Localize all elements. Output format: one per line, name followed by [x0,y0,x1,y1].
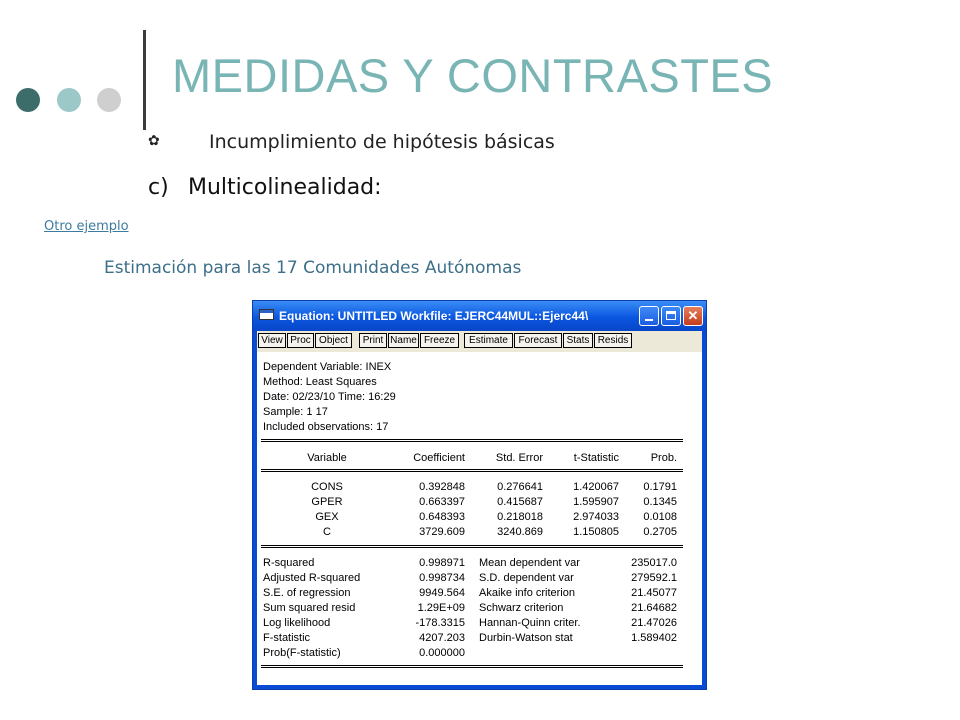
stat-value: 21.64682 [631,602,677,614]
name-button[interactable]: Name [388,333,419,348]
table-rule [261,667,683,668]
stat-label: Mean dependent var [479,557,580,569]
coef-prob: 0.1345 [643,496,677,508]
stat-label: Hannan-Quinn criter. [479,617,581,629]
window-titlebar[interactable] [253,301,706,331]
stat-value: 21.47026 [631,617,677,629]
stat-value: 1.29E+09 [417,602,465,614]
stat-label: R-squared [263,557,315,569]
object-button[interactable]: Object [315,333,352,348]
coef-prob: 0.0108 [643,511,677,523]
table-rule [261,469,683,470]
coef-tstat: 2.974033 [573,511,619,523]
equation-window [252,300,707,690]
sub-heading [148,175,382,200]
coef-value: 0.392848 [419,481,465,493]
stat-value: 4207.203 [419,632,465,644]
stat-value: 0.998734 [419,572,465,584]
view-button[interactable]: View [258,333,286,348]
coef-stderr: 0.415687 [497,496,543,508]
slide-title: MEDIDAS Y CONTRASTES [172,49,774,102]
freeze-button[interactable]: Freeze [420,333,459,348]
stat-label: Akaike info criterion [479,587,575,599]
sub-heading-text: Multicolinealidad: [188,175,382,200]
stat-label: S.E. of regression [263,587,351,599]
column-header: Coefficient [413,452,465,464]
title-divider [143,30,146,130]
coef-stderr: 3240.869 [497,526,543,538]
estimate-button[interactable]: Estimate [464,333,513,348]
coef-tstat: 1.420067 [573,481,619,493]
stat-label: Schwarz criterion [479,602,564,614]
stat-label: Durbin-Watson stat [479,632,573,644]
coef-variable: C [323,526,331,538]
coef-variable: CONS [311,481,343,493]
table-rule [261,471,683,472]
stat-value: 0.998971 [419,557,465,569]
header-line: Included observations: 17 [263,421,389,433]
decor-dot-gray [97,88,121,112]
header-line: Method: Least Squares [263,376,377,388]
print-button[interactable]: Print [359,333,387,348]
column-header: Prob. [650,452,677,464]
proc-button[interactable]: Proc [287,333,314,348]
coef-variable: GPER [311,496,343,508]
stat-label: Adjusted R-squared [263,572,361,584]
stat-label: F-statistic [263,632,311,644]
bullet-text: Incumplimiento de hipótesis básicas [209,131,555,153]
stat-label: Prob(F-statistic) [263,647,341,659]
table-rule [261,545,683,546]
coef-value: 0.648393 [419,511,465,523]
equation-output [257,352,702,685]
column-header: Std. Error [495,452,543,464]
stat-value: 21.45077 [631,587,677,599]
stat-label: Sum squared resid [263,602,356,614]
coef-prob: 0.1791 [643,481,677,493]
maximize-icon [666,311,676,320]
coef-value: 3729.609 [419,526,465,538]
table-rule [261,439,683,440]
column-header: Variable [307,452,347,464]
coef-value: 0.663397 [419,496,465,508]
window-app-icon [259,309,274,320]
header-line: Sample: 1 17 [263,406,328,418]
minimize-button[interactable] [639,306,659,326]
coef-stderr: 0.276641 [497,481,543,493]
otro-ejemplo-link[interactable]: Otro ejemplo [44,219,129,234]
stats-button[interactable]: Stats [563,333,593,348]
header-line: Date: 02/23/10 Time: 16:29 [263,391,396,403]
equation-toolbar [257,331,702,353]
window-title: Equation: UNTITLED Workfile: EJERC44MUL::Ejerc44\ [279,309,589,323]
coef-stderr: 0.218018 [497,511,543,523]
bullet-icon: ✿ [148,133,160,149]
stat-label: S.D. dependent var [479,572,574,584]
stat-value: 0.000000 [419,647,465,659]
stat-value: 279592.1 [631,572,677,584]
maximize-button[interactable] [661,306,681,326]
resids-button[interactable]: Resids [594,333,632,348]
decor-dot-dark [16,88,40,112]
table-rule [261,665,683,666]
stat-value: 1.589402 [631,632,677,644]
decor-dot-teal [57,88,81,112]
stat-value: 9949.564 [419,587,465,599]
coef-tstat: 1.150805 [573,526,619,538]
close-icon: ✕ [687,308,699,323]
coef-variable: GEX [315,511,339,523]
coef-tstat: 1.595907 [573,496,619,508]
table-rule [261,547,683,548]
estimation-caption: Estimación para las 17 Comunidades Autónomas [104,258,522,278]
stat-label: Log likelihood [263,617,331,629]
stat-value: -178.3315 [415,617,465,629]
minimize-icon [645,319,653,321]
sub-heading-label: c) [148,175,169,200]
header-line: Dependent Variable: INEX [263,361,392,373]
coef-prob: 0.2705 [643,526,677,538]
stat-value: 235017.0 [631,557,677,569]
table-rule [261,441,683,442]
column-header: t-Statistic [573,452,619,464]
forecast-button[interactable]: Forecast [514,333,562,348]
close-button[interactable] [683,306,703,326]
